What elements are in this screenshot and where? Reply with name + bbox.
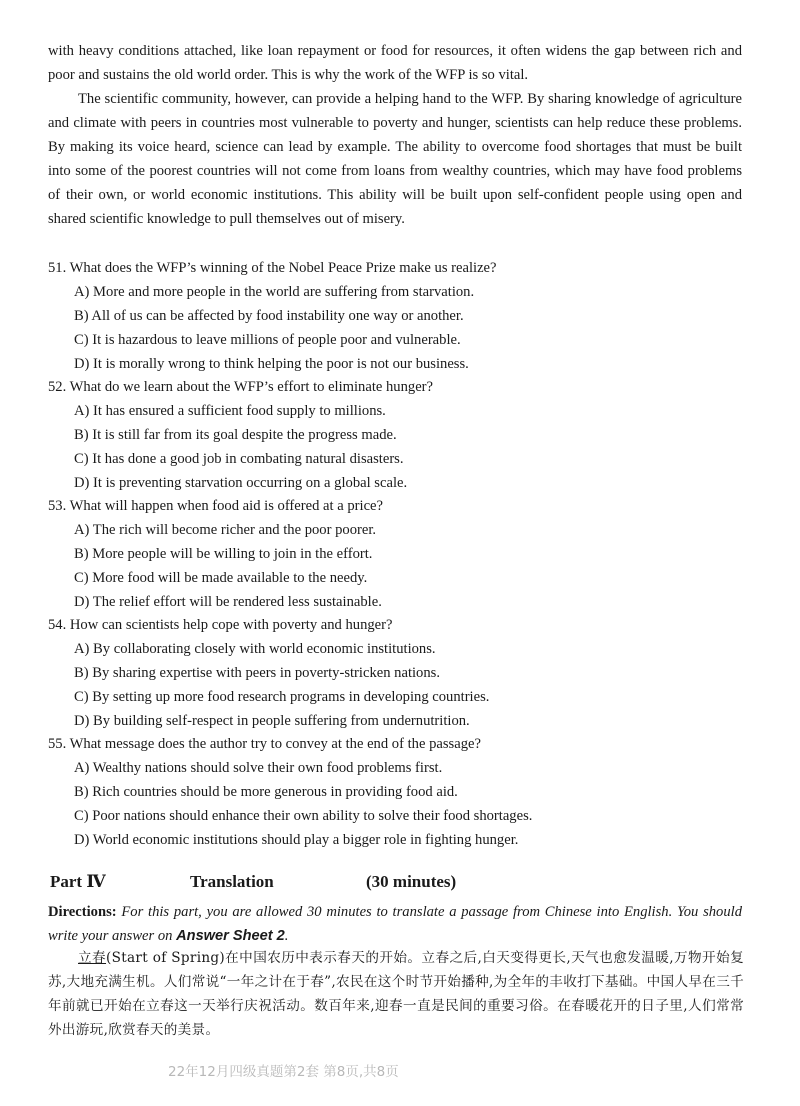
part-heading xyxy=(50,872,750,898)
directions xyxy=(48,900,742,948)
question-52-option-c: C) It has done a good job in combating natural disasters. xyxy=(74,451,404,467)
question-51-option-d: D) It is morally wrong to think helping the poor is not our business. xyxy=(74,356,469,372)
directions-label: Directions: xyxy=(48,904,117,920)
passage-paragraph-2: The scientific community, however, can provide a helping hand to the WFP. By sharing knowledge of agriculture and climate with peers in countries most vulnerable to poverty and hunger, scientists can help reduce these problems. By making its voice heard, science can lead by example. The ability to overcome food shortages that must be built into some of the poorest countries will not come from loans from wealthy countries, which may have food problems of their own, or world economic institutions. This ability will be built upon self-confident people using open and shared scientific knowledge to pull themselves out of misery. xyxy=(48,91,742,227)
question-54-option-b: B) By sharing expertise with peers in poverty-stricken nations. xyxy=(74,665,440,681)
question-53-stem: 53. What will happen when food aid is offered at a price? xyxy=(48,498,384,514)
question-55-option-a: A) Wealthy nations should solve their own food problems first. xyxy=(74,760,443,776)
page-footer: 22年12月四级真题第2套 第8页,共8页 xyxy=(168,1064,399,1080)
question-52-option-d: D) It is preventing starvation occurring on a global scale. xyxy=(74,475,408,491)
answer-sheet-reference: Answer Sheet 2 xyxy=(176,928,285,944)
question-54-option-d: D) By building self-respect in people suffering from undernutrition. xyxy=(74,713,470,729)
question-52-stem: 52. What do we learn about the WFP’s effort to eliminate hunger? xyxy=(48,379,434,395)
question-53-option-a: A) The rich will become richer and the poor poorer. xyxy=(74,522,377,538)
chinese-passage-term: 立春 xyxy=(78,950,107,966)
question-54-option-a: A) By collaborating closely with world economic institutions. xyxy=(74,641,436,657)
question-51-option-a: A) More and more people in the world are suffering from starvation. xyxy=(74,284,475,300)
part-title: Translation xyxy=(190,872,274,891)
question-51-option-b: B) All of us can be affected by food instability one way or another. xyxy=(74,308,464,324)
question-51-option-c: C) It is hazardous to leave millions of people poor and vulnerable. xyxy=(74,332,461,348)
directions-end: . xyxy=(284,928,289,944)
part-time: (30 minutes) xyxy=(366,872,457,891)
part-label: Part Ⅳ xyxy=(50,872,106,891)
question-55-stem: 55. What message does the author try to convey at the end of the passage? xyxy=(48,736,481,752)
chinese-passage-text: (Start of Spring)在中国农历中表示春天的开始。立春之后,白天变得更长,天气也愈发温暖,万物开始复苏,大地充满生机。人们常说“一年之计在于春”,农民在这个时节开始播种,为全年的丰收打下基础。中国人早在三千年前就已开始在立春这一天举行庆祝活动。数百年来,迎春一直是民间的重要习俗。在春暖花开的日子里,人们常常外出游玩,欣赏春天的美景。 xyxy=(48,950,744,1038)
question-55-option-c: C) Poor nations should enhance their own ability to solve their food shortages. xyxy=(74,808,533,824)
question-53-option-d: D) The relief effort will be rendered less sustainable. xyxy=(74,594,382,610)
question-54-option-c: C) By setting up more food research programs in developing countries. xyxy=(74,689,490,705)
question-52-option-b: B) It is still far from its goal despite the progress made. xyxy=(74,427,397,443)
question-53-option-b: B) More people will be willing to join in the effort. xyxy=(74,546,373,562)
question-55-option-d: D) World economic institutions should play a bigger role in fighting hunger. xyxy=(74,832,519,848)
passage-paragraph-1: with heavy conditions attached, like loan repayment or food for resources, it often widens the gap between rich and poor and sustains the old world order. This is why the work of the WFP is so vital. xyxy=(48,43,742,83)
question-51-stem: 51. What does the WFP’s winning of the Nobel Peace Prize make us realize? xyxy=(48,260,497,276)
question-54-stem: 54. How can scientists help cope with poverty and hunger? xyxy=(48,617,393,633)
chinese-passage xyxy=(48,946,744,1042)
question-55-option-b: B) Rich countries should be more generous in providing food aid. xyxy=(74,784,458,800)
directions-text: For this part, you are allowed 30 minutes to translate a passage from Chinese into English. You should write your answer on xyxy=(48,904,742,944)
question-52-option-a: A) It has ensured a sufficient food supply to millions. xyxy=(74,403,386,419)
question-53-option-c: C) More food will be made available to the needy. xyxy=(74,570,368,586)
